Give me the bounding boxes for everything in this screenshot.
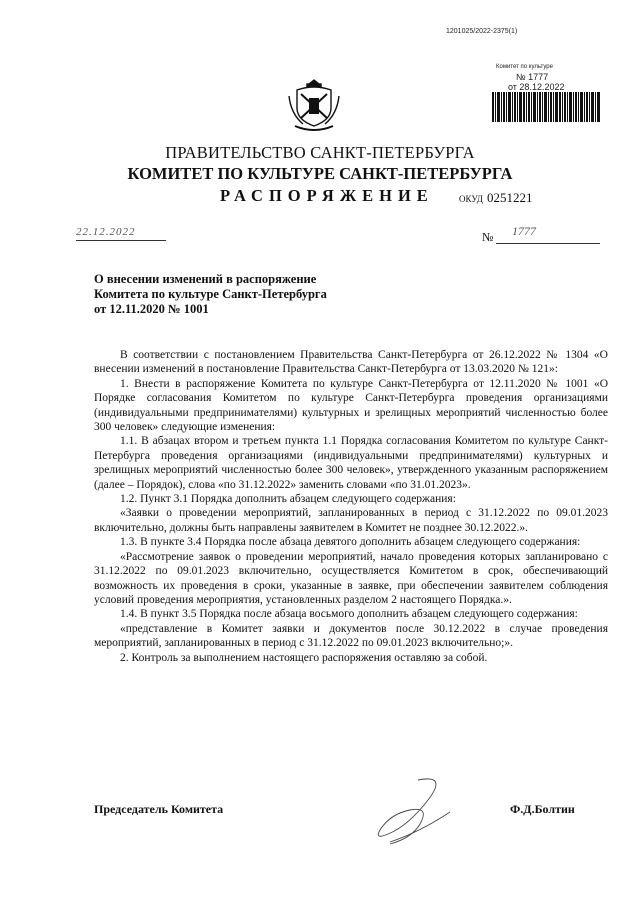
body-paragraph: 1.2. Пункт 3.1 Порядка дополнить абзацем следующего содержания:: [120, 493, 456, 506]
subject-line: О внесении изменений в распоряжение: [94, 272, 317, 286]
handwritten-number: 1777: [512, 224, 536, 238]
number-underline: [496, 243, 600, 244]
signatory-title: Председатель Комитета: [94, 802, 224, 816]
subject-line: Комитета по культуре Санкт-Петербурга: [94, 287, 327, 301]
handwritten-date: 22.12.2022: [76, 226, 136, 238]
body-paragraph: 1.4. В пункт 3.5 Порядка после абзаца восьмого дополнить абзацем следующего содержания:: [120, 608, 578, 621]
stamp-date: от 28.12.2022: [508, 82, 565, 92]
handwritten-signature: [360, 772, 480, 852]
government-title: ПРАВИТЕЛЬСТВО САНКТ-ПЕТЕРБУРГА: [165, 143, 475, 162]
body-paragraph: 1.3. В пункте 3.4 Порядка после абзаца девятого дополнить абзацем следующего содержания:: [120, 536, 581, 549]
okud-value: 0251221: [486, 190, 533, 205]
body-paragraph: 1. Внести в распоряжение Комитета по культуре Санкт-Петербурга от 12.11.2020 № 1001 «О Порядке согласования Комитетом по культуре Санкт-Петербурга проведения организациями (индивидуальными предпринимателями) культурных и зрелищных мероприятий численностью более 300 человек» следующие изменения:: [94, 377, 608, 434]
registration-stamp: [490, 62, 600, 92]
barcode: [492, 92, 600, 122]
body-paragraph: В соответствии с постановлением Правительства Санкт-Петербурга от 26.12.2022 № 1304 «О внесении изменений в постановление Правительства Санкт-Петербурга от 13.03.2020 № 121»:: [94, 349, 608, 376]
date-underline: [76, 240, 166, 241]
body-paragraph: «представление в Комитет заявки и документов после 30.12.2022 в случае проведения мероприятий, запланированных в период с 31.12.2022 по 09.01.2023 включительно;».: [94, 622, 608, 650]
body-paragraph: 1.1. В абзацах втором и третьем пункта 1.1 Порядка согласования Комитетом по культуре Санкт-Петербурга проведения организациями (индивидуальными предпринимателями) культурных и зрелищных мероприятий численностью более 300 человек», утвержденного указанным распоряжением (далее – Порядок), слова «по 31.12.2022» заменить словами «по 31.01.2023».: [94, 435, 608, 491]
okud-label: ОКУД: [459, 194, 483, 204]
stamp-org: Комитет по культуре: [496, 64, 553, 70]
body-paragraph: «Заявки о проведении мероприятий, запланированных в период с 31.12.2022 по 09.01.2023 включительно, должны быть направлены заявителем в Комитет не позднее 30.12.2022.».: [94, 507, 608, 534]
order-title: РАСПОРЯЖЕНИЕ: [220, 186, 434, 205]
registration-number: 1201025/2022-2375(1): [446, 28, 518, 35]
order-subject: [94, 272, 327, 317]
number-label: №: [482, 230, 494, 244]
body-paragraph: 2. Контроль за выполнением настоящего распоряжения оставляю за собой.: [120, 651, 488, 664]
body-paragraph: «Рассмотрение заявок о проведении мероприятий, начало проведения которых запланировано с 31.12.2022 по 09.01.2023 включительно, осуществляется Комитетом в срок, обеспечивающий возможность их проведения в сроки, указанные в заявке, при обеспечении заявителем соблюдения условий проведения мероприятия, установленных разделом 2 настоящего Порядка.».: [94, 550, 608, 606]
order-body: [94, 348, 608, 665]
committee-title: КОМИТЕТ ПО КУЛЬТУРЕ САНКТ-ПЕТЕРБУРГА: [127, 164, 513, 183]
coat-of-arms-emblem: [285, 76, 343, 134]
signatory-name: Ф.Д.Болтин: [510, 802, 575, 816]
stamp-number: № 1777: [516, 72, 549, 82]
subject-line: от 12.11.2020 № 1001: [94, 302, 209, 316]
okud-code: [459, 190, 532, 206]
